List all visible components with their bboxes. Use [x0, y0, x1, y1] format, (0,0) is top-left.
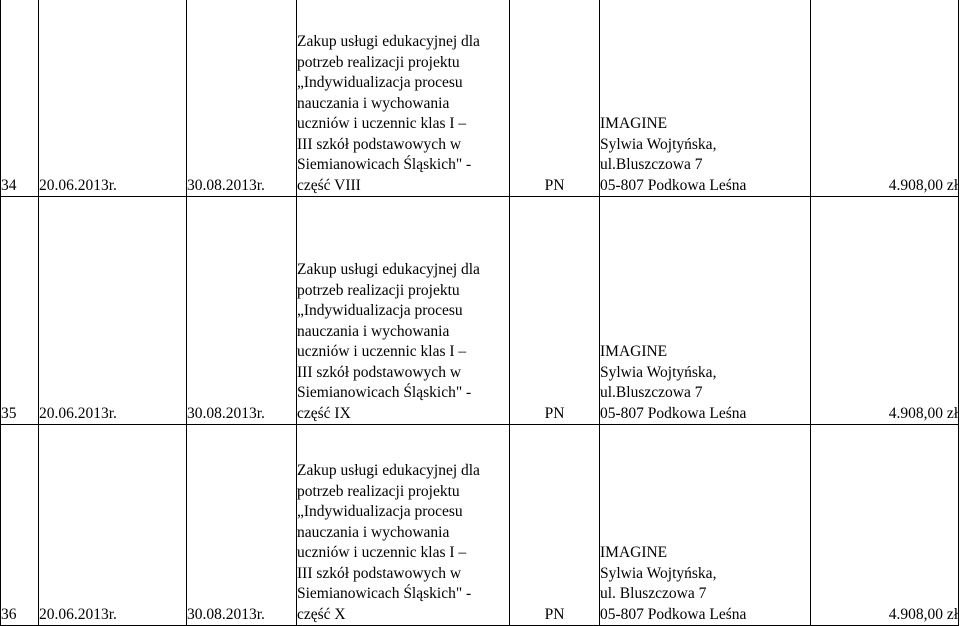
procedure-type: PN	[510, 0, 600, 197]
description-line: „Indywidualizacja procesu	[297, 74, 463, 91]
supplier	[600, 425, 811, 626]
description-line: „Indywidualizacja procesu	[297, 302, 463, 319]
description-line: nauczania i wychowania	[297, 94, 450, 112]
supplier-line: 05-807 Podkowa Leśna	[600, 605, 747, 623]
description-line: III szkół podstawowych w	[297, 363, 462, 381]
supplier-line: ul. Bluszczowa 7	[600, 585, 707, 602]
table-row	[1, 425, 959, 626]
description-line: potrzeb realizacji projektu	[297, 281, 460, 299]
description-line: uczniów i uczennic klas I –	[297, 115, 467, 132]
row-number: 35	[1, 197, 39, 425]
supplier-line: Sylwia Wojtyńska,	[600, 564, 717, 582]
supplier	[600, 0, 811, 197]
supplier-line: 05-807 Podkowa Leśna	[600, 404, 747, 422]
description-line: Zakup usługi edukacyjnej dla	[297, 462, 480, 479]
table-row	[1, 0, 959, 197]
supplier-line: ul.Bluszczowa 7	[600, 384, 703, 401]
description	[297, 0, 510, 197]
description-line: uczniów i uczennic klas I –	[297, 343, 467, 360]
supplier-line: IMAGINE	[600, 115, 668, 132]
description-line: część IX	[297, 404, 351, 422]
description-line: potrzeb realizacji projektu	[297, 53, 460, 71]
description-line: uczniów i uczennic klas I –	[297, 544, 467, 561]
table-row	[1, 197, 959, 425]
supplier-line: IMAGINE	[600, 343, 668, 360]
description	[297, 425, 510, 626]
description-line: część VIII	[297, 176, 361, 194]
supplier-line: Sylwia Wojtyńska,	[600, 363, 717, 381]
description-line: Zakup usługi edukacyjnej dla	[297, 261, 480, 278]
start-date: 20.06.2013r.	[39, 197, 187, 425]
row-number: 34	[1, 0, 39, 197]
end-date: 30.08.2013r.	[187, 0, 297, 197]
amount: 4.908,00 zł	[811, 0, 959, 197]
supplier-line: IMAGINE	[600, 544, 668, 561]
description-line: Siemianowicach Śląskich" -	[297, 585, 472, 602]
description-line: III szkół podstawowych w	[297, 564, 462, 582]
end-date: 30.08.2013r.	[187, 425, 297, 626]
start-date: 20.06.2013r.	[39, 425, 187, 626]
description-line: potrzeb realizacji projektu	[297, 482, 460, 500]
supplier-line: Sylwia Wojtyńska,	[600, 135, 717, 153]
description-line: nauczania i wychowania	[297, 322, 450, 340]
end-date: 30.08.2013r.	[187, 197, 297, 425]
row-number: 36	[1, 425, 39, 626]
description-line: Zakup usługi edukacyjnej dla	[297, 33, 480, 50]
amount: 4.908,00 zł	[811, 197, 959, 425]
description-line: III szkół podstawowych w	[297, 135, 462, 153]
supplier	[600, 197, 811, 425]
start-date: 20.06.2013r.	[39, 0, 187, 197]
description-line: Siemianowicach Śląskich" -	[297, 384, 472, 401]
procedure-type: PN	[510, 425, 600, 626]
amount: 4.908,00 zł	[811, 425, 959, 626]
supplier-line: ul.Bluszczowa 7	[600, 156, 703, 173]
supplier-line: 05-807 Podkowa Leśna	[600, 176, 747, 194]
description-line: nauczania i wychowania	[297, 523, 450, 541]
description-line: część X	[297, 605, 346, 623]
description-line: Siemianowicach Śląskich" -	[297, 156, 472, 173]
procedure-type: PN	[510, 197, 600, 425]
description-line: „Indywidualizacja procesu	[297, 503, 463, 520]
description	[297, 197, 510, 425]
